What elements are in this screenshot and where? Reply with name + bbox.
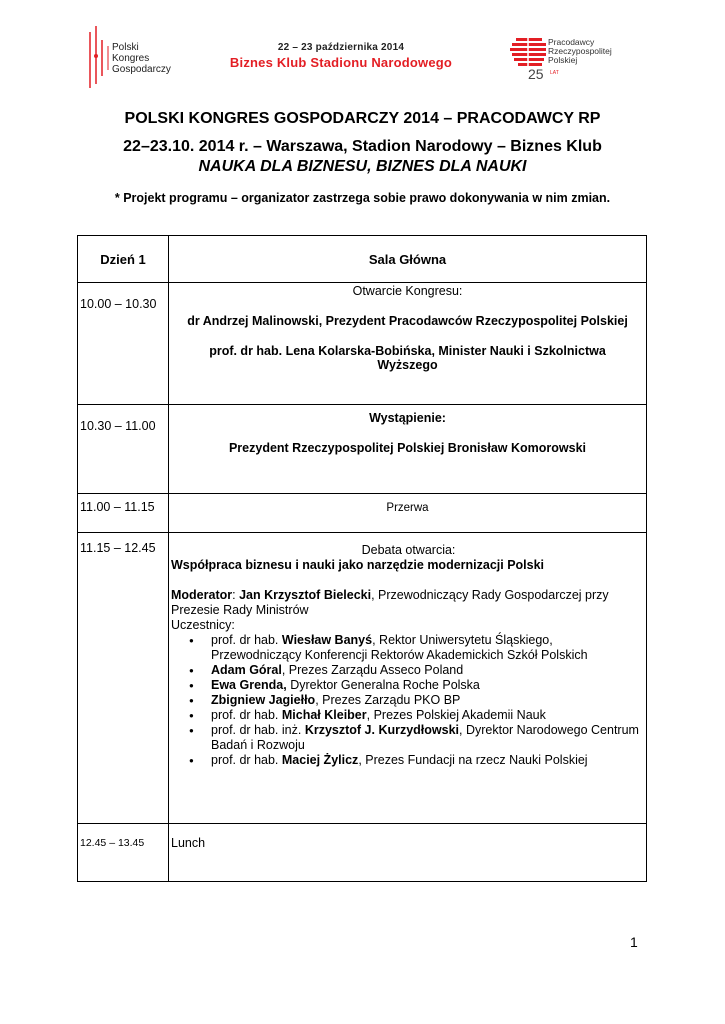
rp-anniversary-lat: LAT [550,70,559,76]
time-cell: 11.00 – 11.15 [78,494,169,533]
event-place: Biznes Klub Stadionu Narodowego [229,55,453,70]
day-header: Dzień 1 [78,236,169,283]
document-subtitle: 22–23.10. 2014 r. – Warszawa, Stadion Narodowy – Biznes Klub [123,138,602,155]
table-row [78,533,647,824]
table-row [78,824,647,882]
debate-topic: Współpraca biznesu i nauki jako narzędzie modernizacji Polski [171,558,545,572]
program-disclaimer: * Projekt programu – organizator zastrzega sobie prawo dokonywania w nim zmian. [114,191,611,205]
page-header [0,0,725,100]
list-item: ● prof. dr hab. Wiesław Banyś, Rektor Uniwersytetu Śląskiego, Przewodniczący Konferencji Rektorów Akademickich Szkół Polskich [211,633,646,663]
table-row [78,283,647,405]
time-cell: 10.00 – 10.30 [78,283,169,405]
session-cell [169,283,647,405]
time-cell: 10.30 – 11.00 [78,405,169,494]
event-banner [226,42,456,70]
moderator: Moderator: Jan Krzysztof Bielecki, Przewodniczący Rady Gospodarczej przy Prezesie Rady Ministrów [171,588,609,617]
rp-anniversary-number: 25 [528,66,544,82]
list-item: ● prof. dr hab. Michał Kleiber, Prezes Polskiej Akademii Nauk [211,708,646,723]
page-number: 1 [630,934,638,950]
break-label: Przerwa [169,494,647,533]
session-cell [169,405,647,494]
session-heading: Otwarcie Kongresu: [352,284,463,298]
session-heading: Wystąpienie: [369,411,446,425]
list-item: ● Ewa Grenda, Dyrektor Generalna Roche Polska [211,678,646,693]
participants-list [171,633,646,768]
speaker: dr Andrzej Malinowski, Prezydent Pracodawców Rzeczypospolitej Polskiej [187,314,628,328]
table-row [78,494,647,533]
list-item: ● Adam Góral, Prezes Zarządu Asseco Poland [211,663,646,678]
time-cell: 12.45 – 13.45 [78,824,169,882]
session-heading: Debata otwarcia: [361,543,456,557]
table-header-row [78,236,647,283]
session-cell [169,533,647,824]
time-cell: 11.15 – 12.45 [78,533,169,824]
pkg-logo-text: Polski Kongres Gospodarczy [112,42,171,75]
rp-logo-text: Pracodawcy Rzeczypospolitej Polskiej [548,37,612,65]
list-item: ● Zbigniew Jagiełło, Prezes Zarządu PKO BP [211,693,646,708]
speaker: prof. dr hab. Lena Kolarska-Bobińska, Minister Nauki i Szkolnictwa Wyższego [209,344,606,372]
list-item: ● prof. dr hab. inż. Krzysztof J. Kurzydłowski, Dyrektor Narodowego Centrum Badań i Rozwoju [211,723,646,753]
document-title: POLSKI KONGRES GOSPODARCZY 2014 – PRACODAWCY RP [124,110,601,127]
room-header: Sala Główna [169,236,647,283]
speaker: Prezydent Rzeczypospolitej Polskiej Bronisław Komorowski [228,441,587,455]
document-motto: NAUKA DLA BIZNESU, BIZNES DLA NAUKI [198,158,527,175]
list-item: ● prof. dr hab. Maciej Żylicz, Prezes Fundacji na rzecz Nauki Polskiej [211,753,646,768]
program-table [77,235,647,882]
event-dates: 22 – 23 października 2014 [277,42,405,53]
table-row [78,405,647,494]
participants-label: Uczestnicy: [171,618,235,632]
lunch-label: Lunch [169,824,647,882]
